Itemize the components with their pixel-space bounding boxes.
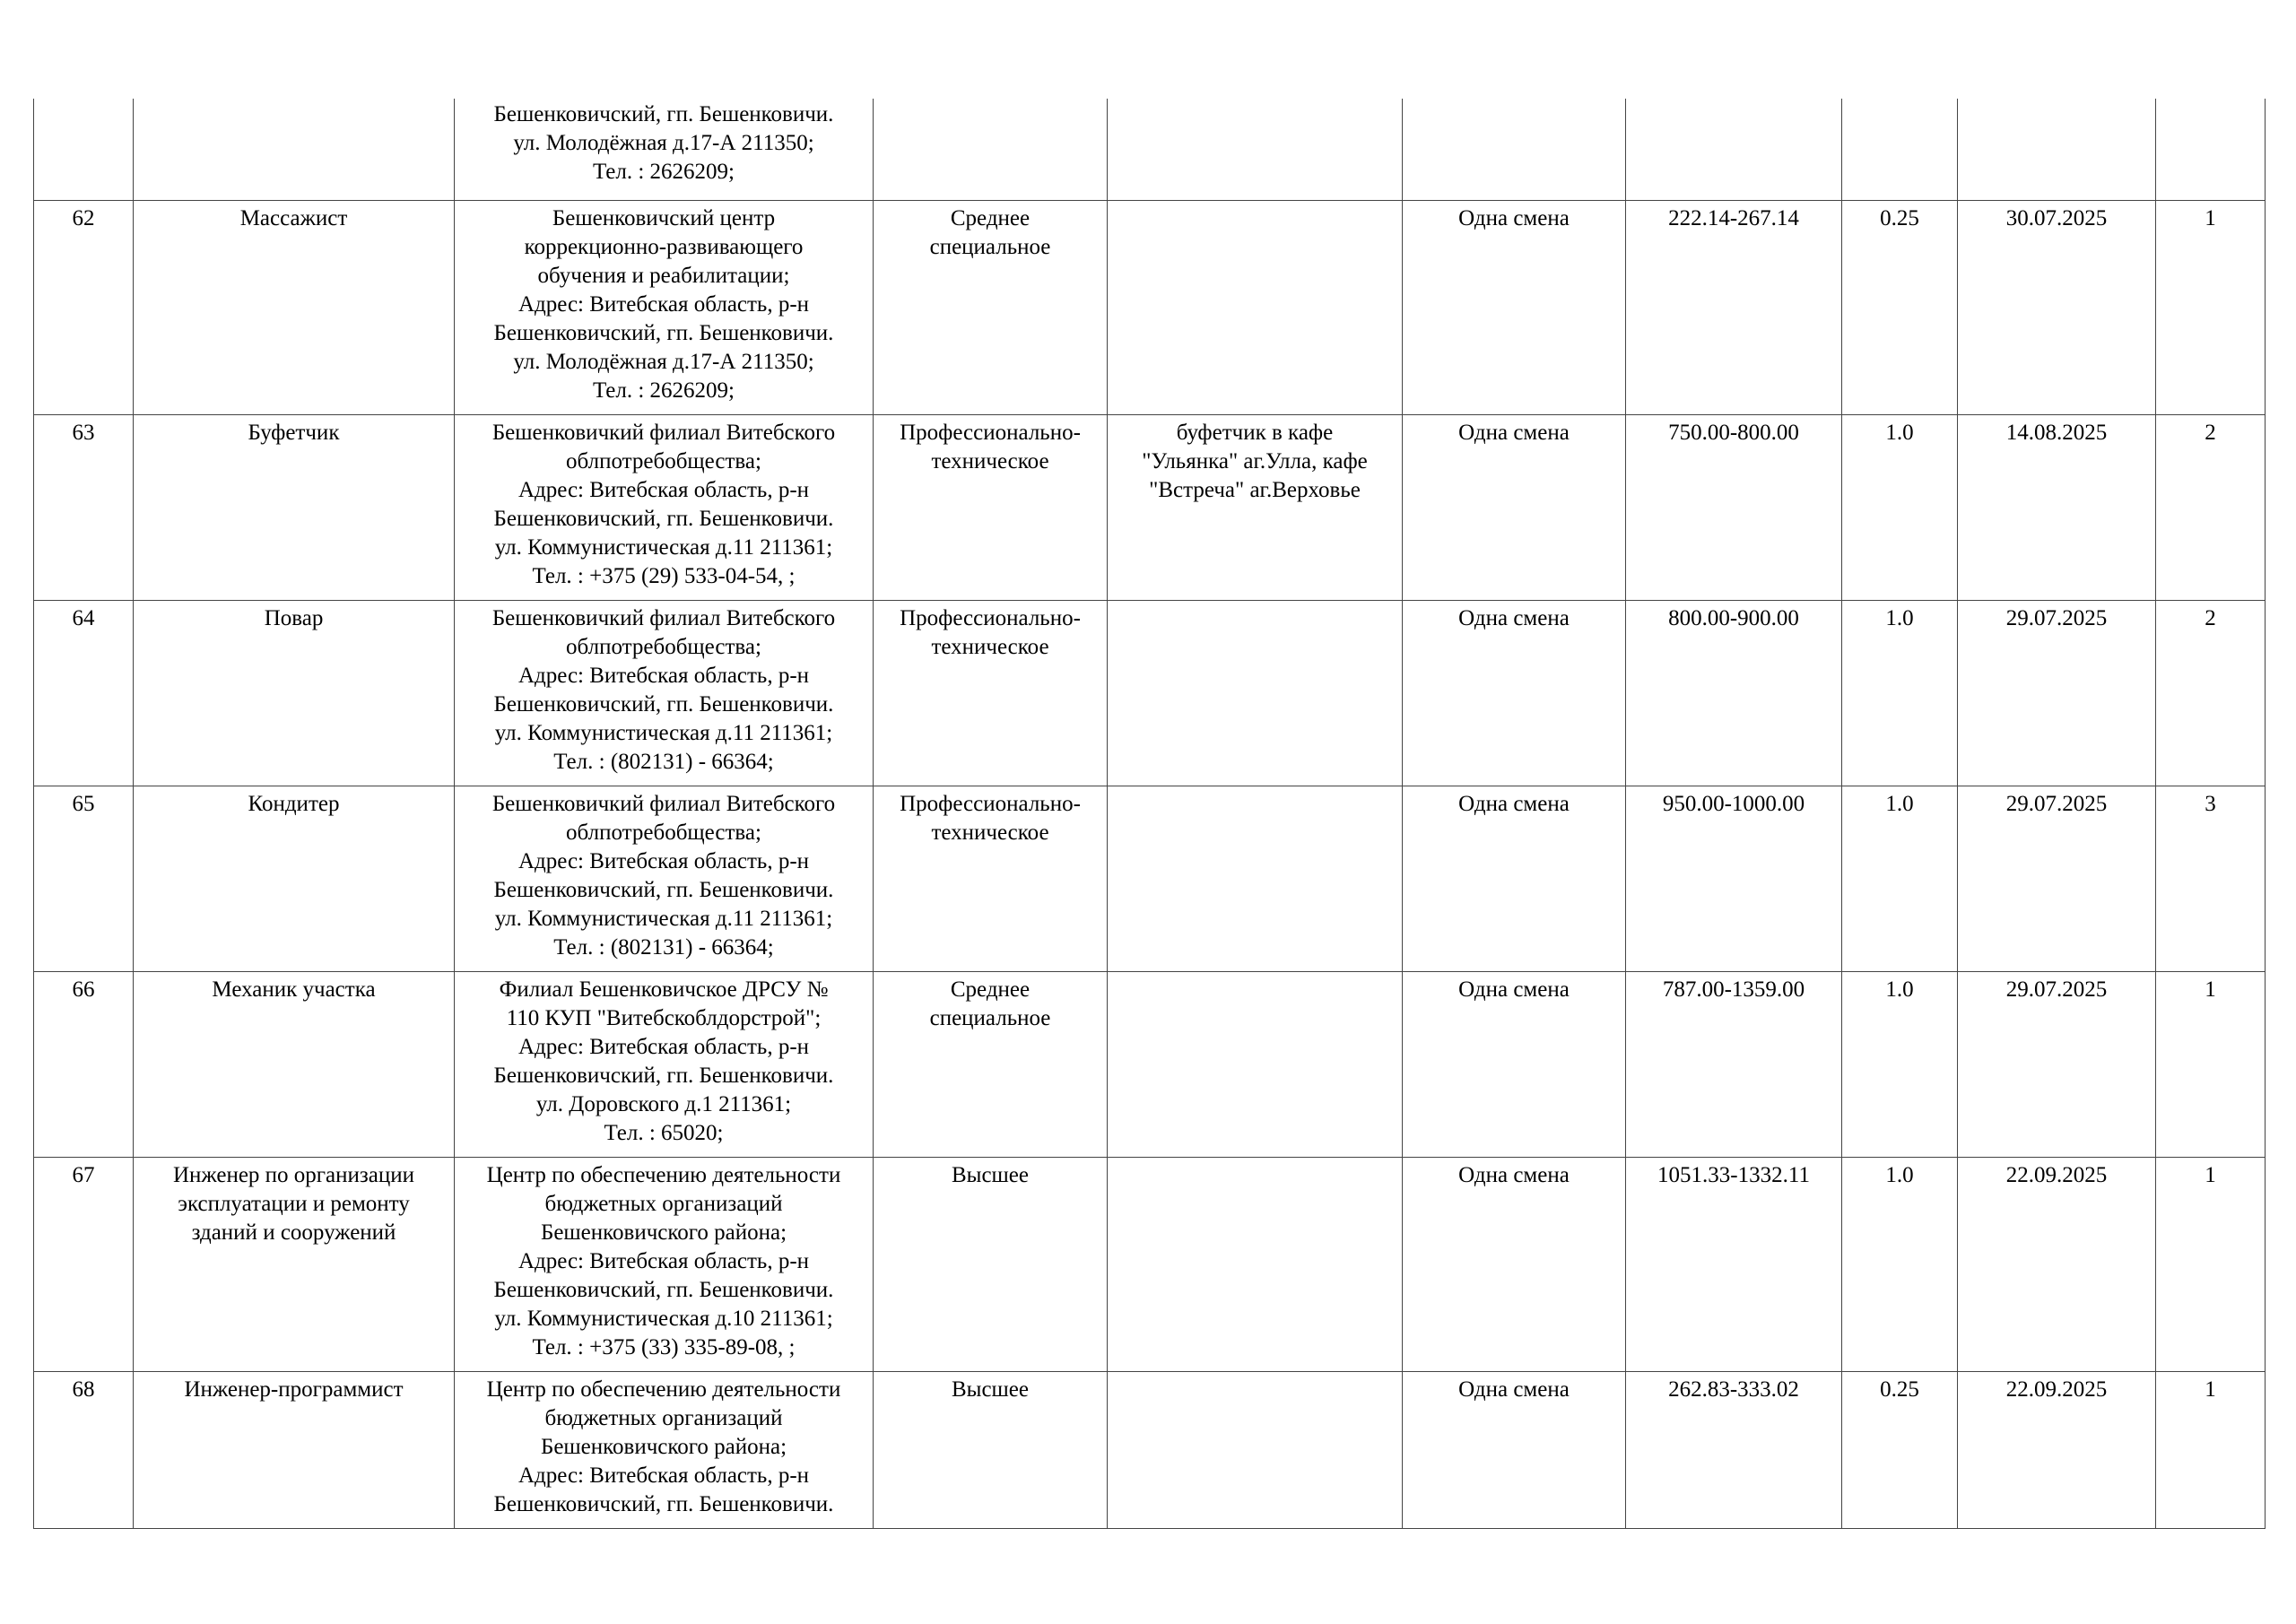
cell-profession bbox=[134, 99, 455, 200]
education-line: Среднее bbox=[950, 205, 1031, 230]
cell-education bbox=[874, 99, 1108, 200]
cell-salary: 262.83-333.02 bbox=[1626, 1371, 1842, 1528]
education-line: Профессионально- bbox=[900, 605, 1081, 630]
employer-line: Бешенковичкий филиал Витебского bbox=[491, 420, 836, 445]
cell-date: 14.08.2025 bbox=[1958, 414, 2156, 600]
education-line: Высшее bbox=[951, 1376, 1029, 1402]
cell-num bbox=[34, 99, 134, 200]
cell-date: 22.09.2025 bbox=[1958, 1157, 2156, 1371]
employer-line: Центр по обеспечению деятельности bbox=[486, 1376, 841, 1402]
cell-profession bbox=[134, 1157, 455, 1371]
cell-schedule: Одна смена bbox=[1403, 600, 1626, 786]
cell-rate: 0.25 bbox=[1842, 1371, 1958, 1528]
employer-line: Бешенковичский, гп. Бешенковичи. bbox=[493, 691, 834, 716]
employer-line: ул. Коммунистическая д.10 211361; bbox=[494, 1306, 833, 1331]
cell-count: 3 bbox=[2156, 786, 2266, 971]
cell-rate: 1.0 bbox=[1842, 971, 1958, 1157]
table-row bbox=[34, 414, 2266, 600]
cell-education bbox=[874, 1371, 1108, 1528]
education-line: техническое bbox=[931, 448, 1049, 473]
table-row bbox=[34, 600, 2266, 786]
cell-profession bbox=[134, 600, 455, 786]
cell-salary: 787.00-1359.00 bbox=[1626, 971, 1842, 1157]
profession-line: Механик участка bbox=[212, 977, 376, 1002]
cell-num: 64 bbox=[34, 600, 134, 786]
cell-education bbox=[874, 786, 1108, 971]
cell-education bbox=[874, 971, 1108, 1157]
cell-rate: 1.0 bbox=[1842, 786, 1958, 971]
employer-line: Бешенковичский, гп. Бешенковичи. bbox=[493, 506, 834, 531]
cell-num: 62 bbox=[34, 200, 134, 414]
cell-count: 1 bbox=[2156, 1157, 2266, 1371]
cell-num: 68 bbox=[34, 1371, 134, 1528]
cell-rate: 0.25 bbox=[1842, 200, 1958, 414]
employer-line: Бешенковичкий филиал Витебского bbox=[491, 605, 836, 630]
cell-profession bbox=[134, 1371, 455, 1528]
employer-line: Адрес: Витебская область, р-н bbox=[517, 1463, 810, 1488]
cell-date: 29.07.2025 bbox=[1958, 786, 2156, 971]
cell-num: 67 bbox=[34, 1157, 134, 1371]
cell-employer bbox=[455, 971, 874, 1157]
employer-line: Центр по обеспечению деятельности bbox=[486, 1162, 841, 1187]
cell-schedule: Одна смена bbox=[1403, 786, 1626, 971]
cell-salary: 950.00-1000.00 bbox=[1626, 786, 1842, 971]
employer-line: бюджетных организаций bbox=[544, 1191, 783, 1216]
cell-schedule: Одна смена bbox=[1403, 971, 1626, 1157]
profession-line: Инженер-программист bbox=[184, 1376, 404, 1402]
cell-rate: 1.0 bbox=[1842, 1157, 1958, 1371]
employer-line: Тел. : +375 (29) 533-04-54, ; bbox=[532, 563, 796, 588]
employer-line: Бешенковичский, гп. Бешенковичи. bbox=[493, 1277, 834, 1302]
cell-salary bbox=[1626, 99, 1842, 200]
employer-line: ул. Доровского д.1 211361; bbox=[535, 1091, 792, 1116]
cell-schedule: Одна смена bbox=[1403, 200, 1626, 414]
employer-line: Тел. : (802131) - 66364; bbox=[553, 934, 774, 960]
employer-line: Бешенковичского района; bbox=[540, 1220, 787, 1245]
table-row bbox=[34, 200, 2266, 414]
cell-count bbox=[2156, 99, 2266, 200]
cell-date: 22.09.2025 bbox=[1958, 1371, 2156, 1528]
cell-num: 65 bbox=[34, 786, 134, 971]
cell-employer bbox=[455, 1371, 874, 1528]
employer-line: обучения и реабилитации; bbox=[537, 263, 790, 288]
profession-line: Буфетчик bbox=[248, 420, 340, 445]
cell-date: 29.07.2025 bbox=[1958, 600, 2156, 786]
employer-line: облпотребобщества; bbox=[566, 448, 761, 473]
table-row bbox=[34, 1157, 2266, 1371]
employer-line: Бешенковичский, гп. Бешенковичи. bbox=[493, 320, 834, 345]
cell-rate: 1.0 bbox=[1842, 600, 1958, 786]
cell-notes bbox=[1108, 600, 1403, 786]
table-row bbox=[34, 971, 2266, 1157]
employer-line: облпотребобщества; bbox=[566, 820, 761, 845]
profession-line: Инженер по организации bbox=[172, 1162, 415, 1187]
cell-notes bbox=[1108, 971, 1403, 1157]
cell-notes bbox=[1108, 414, 1403, 600]
education-line: Среднее bbox=[950, 977, 1031, 1002]
cell-rate bbox=[1842, 99, 1958, 200]
employer-line: ул. Коммунистическая д.11 211361; bbox=[494, 534, 833, 560]
employer-line: Адрес: Витебская область, р-н bbox=[517, 1248, 810, 1273]
employer-line: Тел. : 2626209; bbox=[592, 378, 735, 403]
employer-line: Бешенковичский центр bbox=[552, 205, 776, 230]
employer-line: ул. Коммунистическая д.11 211361; bbox=[494, 720, 833, 745]
cell-notes bbox=[1108, 99, 1403, 200]
cell-date: 30.07.2025 bbox=[1958, 200, 2156, 414]
employer-line: Филиал Бешенковичское ДРСУ № bbox=[499, 977, 829, 1002]
cell-count: 2 bbox=[2156, 414, 2266, 600]
education-line: техническое bbox=[931, 634, 1049, 659]
employer-line: Адрес: Витебская область, р-н bbox=[517, 291, 810, 317]
cell-profession bbox=[134, 971, 455, 1157]
employer-line: Адрес: Витебская область, р-н bbox=[517, 1034, 810, 1059]
employer-line: ул. Коммунистическая д.11 211361; bbox=[494, 906, 833, 931]
employer-line: Бешенковичский, гп. Бешенковичи. bbox=[493, 877, 834, 902]
cell-notes bbox=[1108, 200, 1403, 414]
cell-employer bbox=[455, 414, 874, 600]
cell-date bbox=[1958, 99, 2156, 200]
notes-line: "Встреча" аг.Верховье bbox=[1149, 477, 1361, 502]
cell-num: 63 bbox=[34, 414, 134, 600]
cell-employer bbox=[455, 786, 874, 971]
document-page bbox=[33, 99, 2265, 1529]
cell-salary: 750.00-800.00 bbox=[1626, 414, 1842, 600]
education-line: техническое bbox=[931, 820, 1049, 845]
cell-salary: 222.14-267.14 bbox=[1626, 200, 1842, 414]
cell-schedule: Одна смена bbox=[1403, 1157, 1626, 1371]
profession-line: эксплуатации и ремонту bbox=[178, 1191, 410, 1216]
employer-line: Тел. : 65020; bbox=[604, 1120, 724, 1145]
cell-profession bbox=[134, 414, 455, 600]
table-row bbox=[34, 786, 2266, 971]
cell-notes bbox=[1108, 786, 1403, 971]
cell-notes bbox=[1108, 1371, 1403, 1528]
table-row bbox=[34, 1371, 2266, 1528]
cell-schedule: Одна смена bbox=[1403, 414, 1626, 600]
cell-education bbox=[874, 600, 1108, 786]
education-line: Высшее bbox=[951, 1162, 1029, 1187]
cell-count: 1 bbox=[2156, 971, 2266, 1157]
cell-education bbox=[874, 414, 1108, 600]
cell-salary: 800.00-900.00 bbox=[1626, 600, 1842, 786]
cell-rate: 1.0 bbox=[1842, 414, 1958, 600]
employer-line: Адрес: Витебская область, р-н bbox=[517, 848, 810, 873]
cell-employer bbox=[455, 99, 874, 200]
cell-profession bbox=[134, 786, 455, 971]
employer-line: коррекционно-развивающего bbox=[524, 234, 804, 259]
cell-notes bbox=[1108, 1157, 1403, 1371]
vacancy-table bbox=[33, 99, 2266, 1529]
cell-salary: 1051.33-1332.11 bbox=[1626, 1157, 1842, 1371]
continued-row bbox=[34, 99, 2266, 200]
employer-line: Тел. : +375 (33) 335-89-08, ; bbox=[532, 1334, 796, 1359]
employer-line: Бешенковичский, гп. Бешенковичи. bbox=[493, 1491, 834, 1516]
cell-schedule bbox=[1403, 99, 1626, 200]
profession-line: Кондитер bbox=[248, 791, 340, 816]
cell-count: 1 bbox=[2156, 1371, 2266, 1528]
employer-line: Тел. : 2626209; bbox=[592, 160, 735, 184]
cell-num: 66 bbox=[34, 971, 134, 1157]
employer-line: Тел. : (802131) - 66364; bbox=[553, 749, 774, 774]
education-line: специальное bbox=[929, 234, 1051, 259]
cell-profession bbox=[134, 200, 455, 414]
cell-count: 1 bbox=[2156, 200, 2266, 414]
profession-line: зданий и сооружений bbox=[191, 1220, 396, 1245]
employer-line: Бешенковичского района; bbox=[540, 1434, 787, 1459]
education-line: специальное bbox=[929, 1005, 1051, 1030]
employer-line: Бешенковичский, гп. Бешенковичи. bbox=[493, 102, 834, 126]
employer-line: Адрес: Витебская область, р-н bbox=[517, 477, 810, 502]
cell-count: 2 bbox=[2156, 600, 2266, 786]
cell-education bbox=[874, 200, 1108, 414]
education-line: Профессионально- bbox=[900, 420, 1081, 445]
notes-line: "Ульянка" аг.Улла, кафе bbox=[1142, 448, 1368, 473]
profession-line: Массажист bbox=[239, 205, 348, 230]
profession-line: Повар bbox=[264, 605, 324, 630]
employer-line: ул. Молодёжная д.17-А 211350; bbox=[513, 349, 814, 374]
employer-line: ул. Молодёжная д.17-А 211350; bbox=[513, 131, 814, 155]
cell-employer bbox=[455, 1157, 874, 1371]
cell-schedule: Одна смена bbox=[1403, 1371, 1626, 1528]
education-line: Профессионально- bbox=[900, 791, 1081, 816]
cell-date: 29.07.2025 bbox=[1958, 971, 2156, 1157]
employer-line: облпотребобщества; bbox=[566, 634, 761, 659]
employer-line: Адрес: Витебская область, р-н bbox=[517, 663, 810, 688]
vacancy-table-body bbox=[34, 99, 2266, 1528]
employer-line: Бешенковичский, гп. Бешенковичи. bbox=[493, 1063, 834, 1088]
cell-employer bbox=[455, 600, 874, 786]
employer-line: бюджетных организаций bbox=[544, 1405, 783, 1430]
employer-line: Бешенковичкий филиал Витебского bbox=[491, 791, 836, 816]
notes-line: буфетчик в кафе bbox=[1176, 420, 1334, 445]
cell-employer bbox=[455, 200, 874, 414]
employer-line: 110 КУП "Витебскоблдорстрой"; bbox=[506, 1005, 822, 1030]
cell-education bbox=[874, 1157, 1108, 1371]
